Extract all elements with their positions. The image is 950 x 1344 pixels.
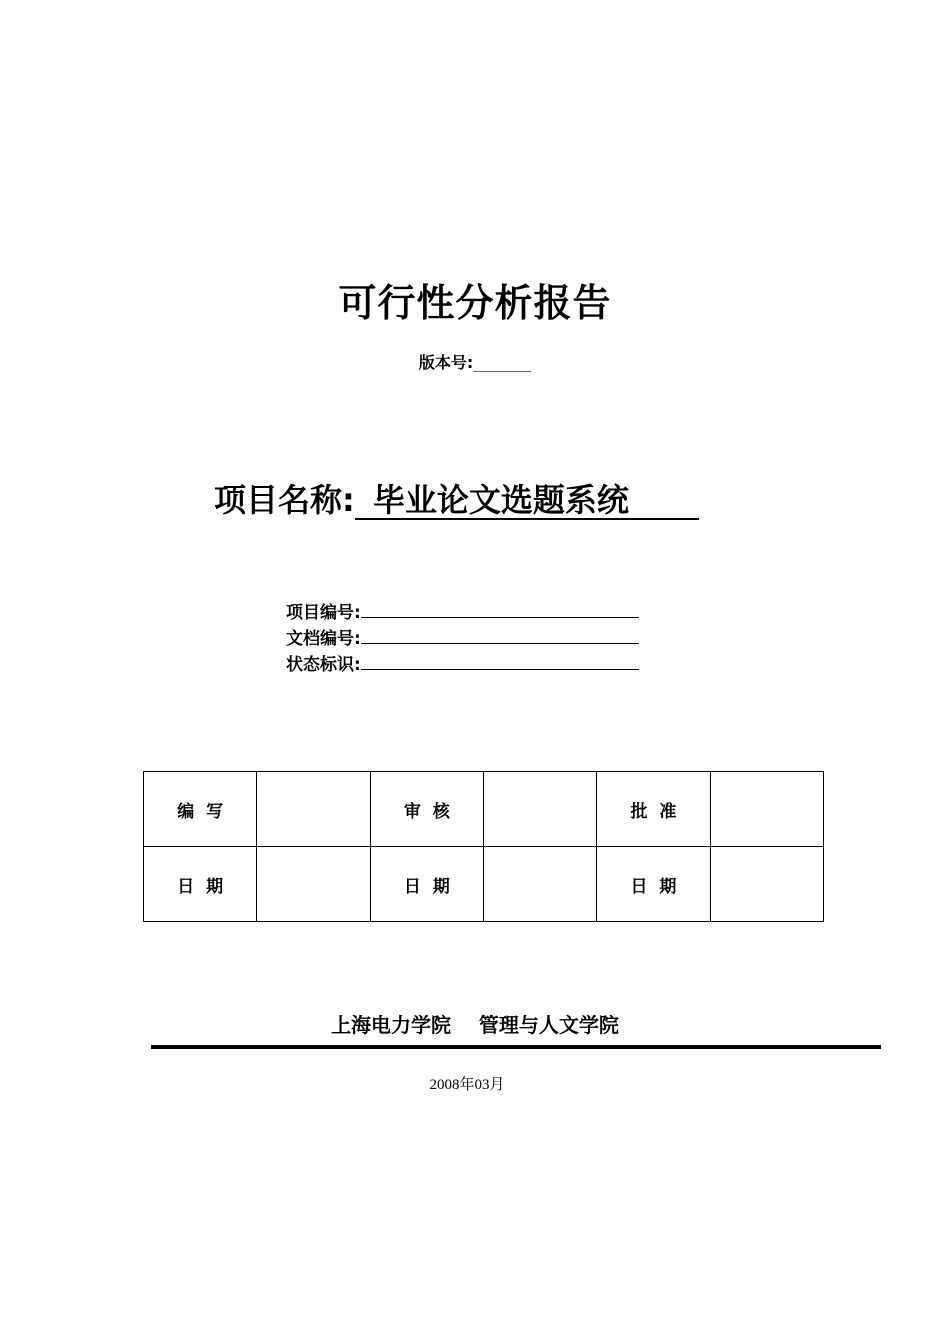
field-label: 文档编号: xyxy=(286,629,361,649)
field-status xyxy=(286,652,639,678)
approval-table xyxy=(143,771,824,922)
document-date: 2008年03月 xyxy=(429,1077,505,1093)
field-blank-line xyxy=(361,652,639,670)
project-name-value: 毕业论文选题系统 xyxy=(355,482,699,520)
table-row xyxy=(144,847,824,922)
field-blank-line xyxy=(361,600,639,618)
table-row xyxy=(144,772,824,847)
version-number xyxy=(0,352,950,374)
cell-date-value xyxy=(257,847,370,922)
cell-date-value xyxy=(483,847,596,922)
cell-date-label: 日 期 xyxy=(144,847,257,922)
cell-date-value xyxy=(710,847,823,922)
cell-approved-by-value xyxy=(710,772,823,847)
field-blank-line xyxy=(361,626,639,644)
field-document-number xyxy=(286,626,639,652)
organization-name: 上海电力学院 管理与人文学院 xyxy=(331,1013,619,1037)
cell-reviewed-by-label: 审 核 xyxy=(370,772,483,847)
cell-date-label: 日 期 xyxy=(597,847,710,922)
field-label: 项目编号: xyxy=(286,603,361,623)
document-title: 可行性分析报告 xyxy=(338,281,612,325)
project-name-label: 项目名称: xyxy=(214,481,355,519)
cell-date-label: 日 期 xyxy=(370,847,483,922)
version-blank: ______ xyxy=(473,353,532,372)
cell-approved-by-label: 批 准 xyxy=(597,772,710,847)
cell-written-by-value xyxy=(257,772,370,847)
project-info-fields xyxy=(286,600,639,678)
project-name xyxy=(214,478,699,522)
footer-divider xyxy=(151,1045,881,1049)
field-project-number xyxy=(286,600,639,626)
field-label: 状态标识: xyxy=(286,655,361,675)
cell-written-by-label: 编 写 xyxy=(144,772,257,847)
version-label: 版本号: xyxy=(418,353,474,372)
cell-reviewed-by-value xyxy=(483,772,596,847)
